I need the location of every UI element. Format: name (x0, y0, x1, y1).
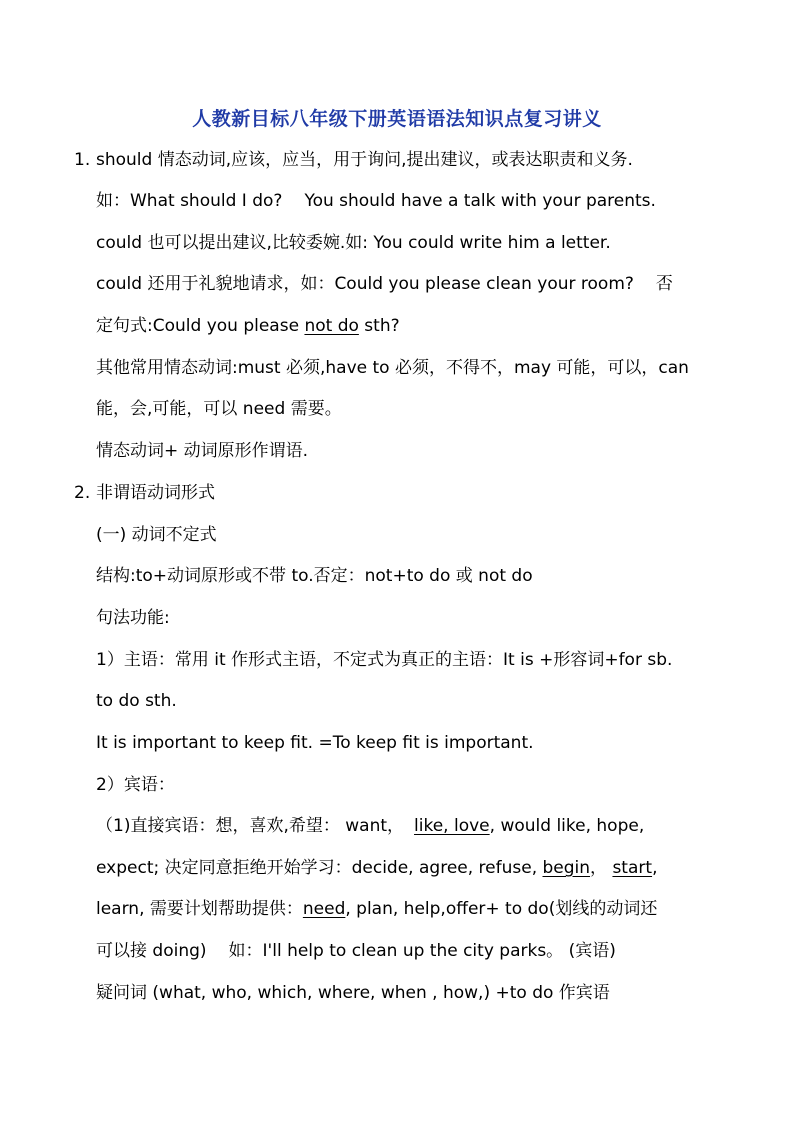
doing-note: 可以接 doing) (96, 941, 207, 961)
section-2-line-13: 疑问词 (what, who, which, where, when , how,) +to do 作宾语 (96, 983, 610, 1003)
direct-object-verbs: , would like, hope, (489, 816, 645, 836)
negative-label-start: 否 (655, 274, 673, 294)
section-2-line-9 (96, 814, 644, 838)
underlined-begin: begin (542, 858, 591, 878)
section-2-line-7: It is important to keep fit. =To keep fit is important. (96, 733, 534, 753)
section-1-line-3: could 也可以提出建议,比较委婉.如: You could write him a letter. (96, 233, 611, 253)
section-1-line-5 (96, 314, 400, 338)
section-2-number: 2. (74, 483, 91, 503)
section-2-line-6: to do sth. (96, 691, 177, 711)
decide-verbs-text: expect; 决定同意拒绝开始学习：decide, agree, refuse, (96, 858, 543, 878)
section-2-line-2: (一) 动词不定式 (96, 525, 217, 545)
trailing-comma: , (652, 858, 658, 878)
example-answer: You should have a talk with your parents. (304, 191, 656, 211)
need-verbs-rest: , plan, help,offer+ to do(划线的动词还 (345, 899, 658, 919)
section-2-line-11 (96, 897, 657, 921)
underlined-need: need (302, 899, 346, 919)
document-title: 人教新目标八年级下册英语语法知识点复习讲义 (192, 108, 602, 130)
section-2-line-4: 句法功能: (96, 608, 170, 628)
negative-pattern-start: 定句式:Could you please (96, 316, 305, 336)
section-1-number: 1. (74, 150, 91, 170)
section-2-line-1: 非谓语动词形式 (96, 483, 215, 503)
section-2-line-10 (96, 856, 657, 880)
section-1-line-4 (96, 272, 673, 296)
section-1-line-1: should 情态动词,应该，应当，用于询问,提出建议，或表达职责和义务. (96, 150, 633, 170)
underlined-like-love: like, love (414, 816, 490, 836)
negative-pattern-end: sth? (358, 316, 400, 336)
underlined-start: start (612, 858, 653, 878)
section-1-line-6: 其他常用情态动词:must 必须,have to 必须，不得不，may 可能，可以，can (96, 358, 689, 378)
section-2-line-12 (96, 939, 616, 963)
section-1-line-8: 情态动词+ 动词原形作谓语. (96, 441, 309, 461)
need-verbs-intro: learn, 需要计划帮助提供： (96, 899, 303, 919)
section-1-line-2 (96, 189, 656, 213)
section-2-line-5: 1）主语：常用 it 作形式主语，不定式为真正的主语：It is +形容词+for sb. (96, 650, 673, 670)
section-2-line-8: 2）宾语： (96, 775, 175, 795)
comma-separator: ， (590, 858, 613, 878)
example-question: 如：What should I do? (96, 191, 283, 211)
direct-object-intro: （1)直接宾语：想，喜欢,希望： want， (96, 816, 405, 836)
section-1-line-7: 能，会,可能，可以 need 需要。 (96, 399, 342, 419)
underlined-not-do: not do (304, 316, 359, 336)
help-example: 如：I'll help to clean up the city parks。 (宾语) (228, 941, 616, 961)
section-2-line-3: 结构:to+动词原形或不带 to.否定：not+to do 或 not do (96, 566, 533, 586)
could-request-text: could 还用于礼貌地请求，如：Could you please clean your room? (96, 274, 634, 294)
